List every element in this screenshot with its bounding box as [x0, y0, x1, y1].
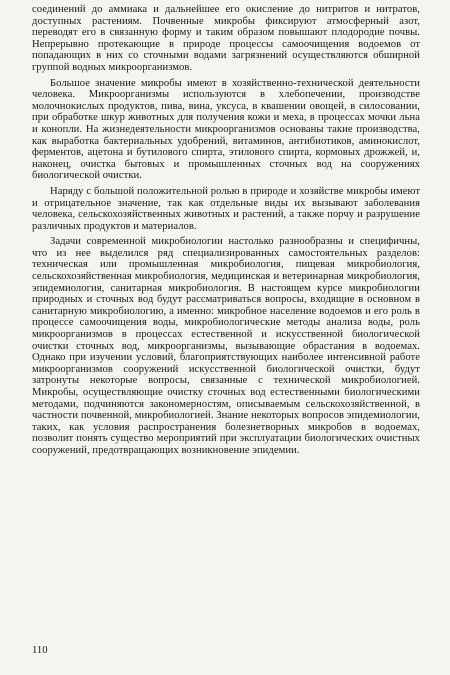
- paragraph-negative-role: Наряду с большой положительной ролью в природе и хозяйстве микробы имеют и отрицательное значение, так как отдельные виды их вызывают заболевания человека, сельскохозяйственных животных и растений, а также порчу и разрушение различных продуктов и материалов.: [32, 185, 420, 232]
- paragraph-tasks-of-microbiology: Задачи современной микробиологии настолько разнообразны и специфичны, что из нее выделился ряд специализированных самостоятельных разделов: техническая или промышленная микробиология, пищевая микробиология, сельскохозяйственная микробиология, медицинская и ветеринарная микробиология, эпидемиология, санитарная микробиология. В настоящем курсе микробиологии природных и сточных вод будут рассматриваться вопросы, входящие в основном в санитарную микробиологию, а именно: микробное население водоемов и его роль в процессе самоочищения воды, микробиологические методы анализа воды, роль микроорганизмов в процессах естественной и искусственной биологической очистки сточных вод, микроорганизмы, вызывающие обрастания в водоемах. Однако при изучении условий, благоприятствующих наиболее интенсивной работе микроорганизмов сооружений искусственной биологической очистки, будут затронуты некоторые вопросы, связанные с технической микробиологией. Микробы, осуществляющие очистку сточных вод естественными биологическими методами, подчиняются закономерностям, описываемым сельскохозяйственной, в частности почвенной, микробиологией. Знание некоторых вопросов эпидемиологии, таких, как условия распространения болезнетворных микробов в водоемах, позволит понять существо мероприятий при эксплуатации биологических очистных сооружений, предотвращающих возникновение эпидемии.: [32, 236, 420, 456]
- paragraph-continuation: соединений до аммиака и дальнейшее его окисление до нитритов и нитратов, доступных растениям. Почвенные микробы фиксируют атмосферный азот, переводят его в связанную форму и таким образом повышают плодородие почвы. Непрерывно протекающие в природе процессы самоочищения водоемов от попадающих в них со сточными водами загрязнений осуществляются обширной группой водных микроорганизмов.: [32, 4, 420, 73]
- paragraph-economic-role: Большое значение микробы имеют в хозяйственно-технической деятельности человека. Микроорганизмы используются в хлебопечении, производстве молочнокислых продуктов, пива, вина, уксуса, в квашении овощей, в силосовании, при обработке шкур животных для получения кожи и меха, в процессах мочки льна и конопли. На жизнедеятельности микроорганизмов основаны такие производства, как выработка бактериальных удобрений, витаминов, антибиотиков, аминокислот, ферментов, ацетона и бутилового спирта, этилового спирта, кормовых дрожжей, и, наконец, очистка бытовых и промышленных сточных вод на сооружениях биологической очистки.: [32, 77, 420, 182]
- book-page: [32, 4, 420, 671]
- page-number: 110: [32, 645, 48, 657]
